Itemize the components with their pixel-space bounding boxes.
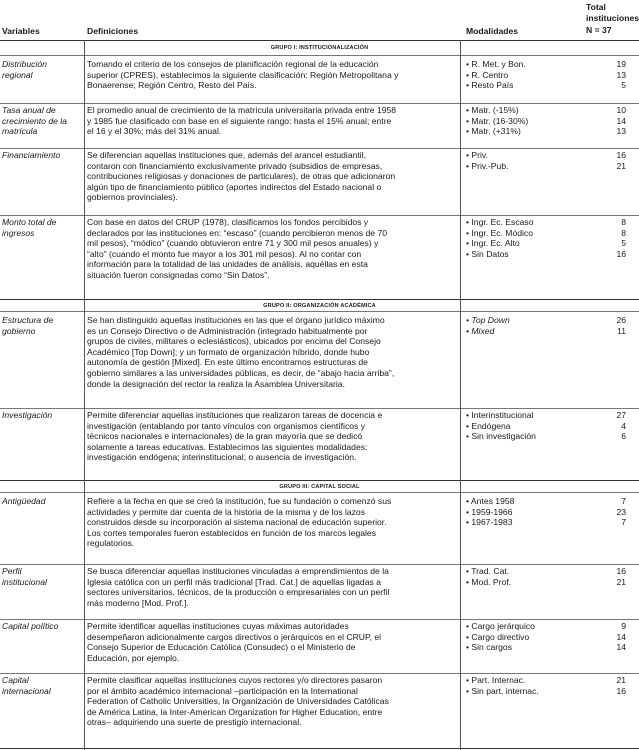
definition-line: “alto” (cuando el monto fue mayor a los 301 mil pesos). Al no contar con bbox=[87, 248, 362, 259]
definition bbox=[87, 217, 457, 281]
row-separator bbox=[0, 215, 639, 216]
definition-line: información para la totalidad de las unidades de análisis, aquéllas en esta bbox=[87, 259, 368, 270]
variable-line: Monto total de bbox=[2, 217, 57, 227]
definition-line: Se diferencian aquellas instituciones que, además del arancel estudiantil, bbox=[87, 150, 366, 160]
modalidad-label: • Matr. (-15%) bbox=[466, 105, 519, 115]
definition-line: El promedio anual de crecimiento de la matrícula universitaria privada entre 1958 bbox=[87, 105, 397, 115]
variable-line: Capital bbox=[2, 675, 29, 685]
modalidades-list bbox=[466, 217, 636, 259]
group-separator bbox=[0, 299, 639, 300]
row-separator bbox=[0, 619, 639, 620]
definition-line: Iglesia católica con un perfil más tradicional [Trad. Cat.] de aquellas ligadas a bbox=[87, 576, 381, 587]
modalidad-total: 7 bbox=[621, 517, 626, 528]
modalidad-label: • Sin Datos bbox=[466, 248, 509, 259]
definition-line: investigación endógena; interinstitucional; o ausencia de investigación. bbox=[87, 452, 357, 463]
definition bbox=[87, 410, 457, 463]
modalidad-label: • 1959-1966 bbox=[466, 506, 513, 517]
definition-line: Permite diferenciar aquellas instituciones que realizaron tareas de docencia e bbox=[87, 410, 383, 420]
modalidad-item bbox=[466, 621, 636, 632]
definition-line: investigación (entablando por tanto vínculos con organismos científicos y bbox=[87, 420, 366, 431]
definition-line: de América Latina, la Inter-American Organization for Higher Education, entre bbox=[87, 706, 383, 717]
modalidad-total: 23 bbox=[616, 506, 626, 517]
definition-line: otras– adquiriendo una suerte de prestigio internacional. bbox=[87, 717, 302, 728]
variable-line: Distribución bbox=[2, 59, 47, 69]
modalidad-label: • Mixed bbox=[466, 325, 495, 336]
modalidad-label: • Antes 1958 bbox=[466, 496, 515, 506]
header-total-line1: Total bbox=[586, 2, 606, 12]
modalidad-total: 4 bbox=[621, 420, 626, 431]
modalidad-item bbox=[466, 675, 636, 686]
definition-line: grupos de civiles, militares o eclesiásticos), ubicados por encima del Consejo bbox=[87, 336, 381, 347]
table-bottom-rule bbox=[0, 748, 639, 749]
group-title-rule bbox=[0, 492, 639, 493]
modalidad-total: 27 bbox=[616, 410, 626, 420]
definition-line: construidos desde su incorporación al sistema nacional de educación superior. bbox=[87, 517, 387, 528]
variable-line: Capital político bbox=[2, 621, 59, 631]
definition bbox=[87, 675, 457, 728]
column-divider bbox=[460, 40, 461, 750]
header-variables: Variables bbox=[2, 26, 40, 36]
modalidad-label: • R. Centro bbox=[466, 69, 509, 80]
group-title: GRUPO III: CAPITAL SOCIAL bbox=[279, 484, 360, 490]
modalidad-total: 7 bbox=[621, 496, 626, 506]
modalidades-list bbox=[466, 675, 636, 696]
modalidad-label: • Cargo jerárquico bbox=[466, 621, 535, 631]
modalidad-total: 5 bbox=[621, 238, 626, 249]
row-separator bbox=[0, 564, 639, 565]
definition-line: el 16 y el 30%; más del 31% anual. bbox=[87, 126, 222, 137]
definition-line: solamente a tareas educativas. Establecimos las siguientes modalidades: bbox=[87, 441, 368, 452]
variable-line: Estructura de bbox=[2, 315, 54, 325]
modalidad-label: • Interinstitucional bbox=[466, 410, 534, 420]
modalidades-list bbox=[466, 496, 636, 528]
modalidad-label: • Matr. (16-30%) bbox=[466, 115, 529, 126]
group-title-rule bbox=[0, 55, 639, 56]
group-title-rule bbox=[0, 311, 639, 312]
modalidad-total: 21 bbox=[616, 675, 626, 685]
modalidad-label: • Priv.-Pub. bbox=[466, 160, 509, 171]
variable-line: Tasa anual de bbox=[2, 105, 56, 115]
modalidad-total: 6 bbox=[621, 431, 626, 442]
definition bbox=[87, 496, 457, 549]
modalidades-list bbox=[466, 621, 636, 653]
definition-line: Los cortes temporales fueron establecidos en función de los marcos legales bbox=[87, 527, 377, 538]
variable-line: Financiamiento bbox=[2, 150, 61, 160]
definition-line: superior (CPRES), establecimos la siguiente clasificación: Región Metropolitana y bbox=[87, 69, 399, 80]
definition bbox=[87, 59, 457, 91]
definition-line: gobierno similares a las universidades públicas, es decir, de “abajo hacia arriba”, bbox=[87, 367, 395, 378]
modalidad-label: • Sin cargos bbox=[466, 642, 512, 653]
variable-name bbox=[2, 315, 84, 336]
modalidad-item bbox=[466, 517, 636, 528]
modalidad-label: • Part. Internac. bbox=[466, 675, 526, 685]
row-separator bbox=[0, 148, 639, 149]
definition bbox=[87, 621, 457, 663]
definition bbox=[87, 566, 457, 608]
column-divider bbox=[84, 40, 85, 750]
modalidad-item bbox=[466, 238, 636, 249]
definition-line: autonomía de gestión [Mixed]. En este último encontramos estructuras de bbox=[87, 357, 368, 368]
modalidad-total: 21 bbox=[616, 576, 626, 587]
variable-line: Antigüedad bbox=[2, 496, 46, 506]
modalidad-item bbox=[466, 228, 636, 239]
modalidad-total: 8 bbox=[621, 217, 626, 227]
header-modalidades: Modalidades bbox=[466, 26, 519, 36]
modalidad-label: • Sin investigación bbox=[466, 431, 536, 442]
definition-line: sectores universitarios, técnicos, de la producción o empresariales con un perfil bbox=[87, 587, 390, 598]
modalidades-list bbox=[466, 105, 636, 137]
modalidad-item bbox=[466, 632, 636, 643]
definition-line: contribuciones religiosas y donaciones de particulares), de otras que adicionaron bbox=[87, 171, 396, 182]
modalidad-item bbox=[466, 566, 636, 577]
modalidad-item bbox=[466, 410, 636, 421]
modalidad-item bbox=[466, 431, 636, 442]
modalidades-list bbox=[466, 315, 636, 336]
modalidad-item bbox=[466, 150, 636, 161]
modalidad-label: • Mod. Prof. bbox=[466, 576, 512, 587]
modalidad-item bbox=[466, 642, 636, 653]
variable-line: Investigación bbox=[2, 410, 53, 420]
modalidad-label: • Ingr. Ec. Escaso bbox=[466, 217, 534, 227]
modalidades-list bbox=[466, 59, 636, 91]
modalidad-item bbox=[466, 326, 636, 337]
modalidad-total: 10 bbox=[616, 105, 626, 115]
row-separator bbox=[0, 103, 639, 104]
group-title: GRUPO II: ORGANIZACIÓN ACADÉMICA bbox=[263, 303, 376, 309]
variable-name bbox=[2, 496, 84, 507]
definition-line: Federation of Catholic Universities, la Organización de Universidades Católicas bbox=[87, 696, 389, 707]
definition-line: técnicos nacionales e internacionales) de la gran mayoría que se dedicó bbox=[87, 431, 363, 442]
modalidad-label: • Sin part. internac. bbox=[466, 685, 539, 696]
definition-line: Académico [Top Down]; y un formato de organización híbrido, donde hubo bbox=[87, 346, 370, 357]
row-separator bbox=[0, 673, 639, 674]
modalidad-total: 14 bbox=[616, 631, 626, 642]
definition-line: Permite clasificar aquellas instituciones cuyos rectores y/o directores pasaron bbox=[87, 675, 383, 685]
variable-line: ingresos bbox=[2, 227, 35, 238]
variable-line: internacional bbox=[2, 685, 51, 696]
variable-name bbox=[2, 217, 84, 238]
group-separator bbox=[0, 480, 639, 481]
definition bbox=[87, 315, 457, 389]
modalidad-total: 14 bbox=[616, 115, 626, 126]
header-total-line2: instituciones bbox=[586, 13, 639, 23]
modalidad-label: • Endógena bbox=[466, 420, 511, 431]
variable-line: institucional bbox=[2, 576, 47, 587]
modalidad-item bbox=[466, 105, 636, 116]
modalidad-label: • Priv. bbox=[466, 150, 488, 160]
modalidad-label: • Resto País bbox=[466, 80, 514, 91]
header-definiciones: Definiciones bbox=[87, 26, 139, 36]
definition-line: Con base en datos del CRUP (1978), clasificamos los fondos percibidos y bbox=[87, 217, 369, 227]
modalidad-item bbox=[466, 507, 636, 518]
variable-name bbox=[2, 675, 84, 696]
modalidad-total: 14 bbox=[616, 642, 626, 653]
definition-line: Refiere a la fecha en que se creó la institución, fue su fundación o comenzó sus bbox=[87, 496, 392, 506]
modalidad-label: • Cargo directivo bbox=[466, 631, 530, 642]
variable-name bbox=[2, 566, 84, 587]
modalidad-item bbox=[466, 249, 636, 260]
definition-line: actividades y permite dar cuenta de la historia de la misma y de los lazos bbox=[87, 506, 366, 517]
variable-name bbox=[2, 150, 84, 161]
definition bbox=[87, 150, 457, 203]
modalidades-list bbox=[466, 410, 636, 442]
definition-line: algún tipo de financiamiento público (aportes indirectos del Estado nacional o bbox=[87, 181, 382, 192]
definition-line: Consejo Superior de Educación Católica (Consudec) o el Ministerio de bbox=[87, 642, 356, 653]
definition-line: mil pesos), “módico” (cuando obtuvieron entre 71 y 300 mil pesos anuales) y bbox=[87, 238, 379, 249]
modalidad-item bbox=[466, 161, 636, 172]
definition-line: donde la designación del rector la realiza la Asamblea Universitaria. bbox=[87, 378, 345, 389]
modalidad-item bbox=[466, 217, 636, 228]
definition-line: Bonaerense; Región Centro, Resto del País. bbox=[87, 80, 257, 91]
modalidad-total: 9 bbox=[621, 621, 626, 631]
variable-line: Perfil bbox=[2, 566, 22, 576]
modalidad-total: 16 bbox=[616, 685, 626, 696]
variable-name bbox=[2, 410, 84, 421]
definition-line: Se busca diferenciar aquellas instituciones vinculadas a emprendimientos de la bbox=[87, 566, 389, 576]
header-bottom-rule bbox=[0, 40, 639, 41]
modalidad-item bbox=[466, 126, 636, 137]
header-total-line3: N = 37 bbox=[586, 25, 612, 35]
variable-line: matrícula bbox=[2, 126, 38, 137]
variable-line: crecimiento de la bbox=[2, 115, 67, 126]
modalidad-label: • Top Down bbox=[466, 315, 510, 325]
modalidad-item bbox=[466, 577, 636, 588]
modalidad-total: 26 bbox=[616, 315, 626, 325]
definition-line: declarados por las instituciones en: “escaso” (cuando percibieron menos de 70 bbox=[87, 227, 387, 238]
modalidades-list bbox=[466, 150, 636, 171]
definition-line: situación fueron consignadas como “Sin Datos”. bbox=[87, 269, 270, 280]
modalidad-item bbox=[466, 421, 636, 432]
modalidad-label: • Matr. (+31%) bbox=[466, 126, 521, 137]
definition-line: contaron con financiamiento exclusivamente privado (subsidios de empresas, bbox=[87, 160, 383, 171]
modalidad-item bbox=[466, 315, 636, 326]
modalidad-item bbox=[466, 686, 636, 697]
modalidades-list bbox=[466, 566, 636, 587]
modalidad-item bbox=[466, 70, 636, 81]
definition-line: Permite identificar aquellas instituciones cuyas máximas autoridades bbox=[87, 621, 349, 631]
modalidad-label: • Ingr. Ec. Módico bbox=[466, 227, 534, 238]
modalidad-total: 16 bbox=[616, 248, 626, 259]
modalidad-label: • R. Met. y Bon. bbox=[466, 59, 526, 69]
definition bbox=[87, 105, 457, 137]
modalidad-total: 16 bbox=[616, 566, 626, 576]
variable-name bbox=[2, 59, 84, 80]
modalidad-total: 13 bbox=[616, 126, 626, 137]
definition-line: es un Consejo Directivo o de Administración (integrado habitualmente por bbox=[87, 325, 368, 336]
modalidad-item bbox=[466, 116, 636, 127]
variable-name bbox=[2, 621, 84, 632]
modalidad-total: 13 bbox=[616, 69, 626, 80]
group-title: GRUPO I: INSTITUCIONALIZACIÓN bbox=[270, 45, 369, 51]
definition-line: Tomando el criterio de los consejos de planificación regional de la educación bbox=[87, 59, 379, 69]
modalidad-total: 8 bbox=[621, 227, 626, 238]
definition-line: Educación, por ejemplo. bbox=[87, 652, 180, 663]
modalidad-item bbox=[466, 496, 636, 507]
modalidad-total: 19 bbox=[616, 59, 626, 69]
definition-line: por el ámbito académico internacional –participación en la International bbox=[87, 685, 358, 696]
definition-line: desempeñaron adicionalmente cargos directivos o jerárquicos en el CRUP, el bbox=[87, 631, 382, 642]
modalidad-total: 11 bbox=[617, 325, 626, 336]
modalidad-label: • Trad. Cat. bbox=[466, 566, 510, 576]
definition-line: Se han distinguido aquellas instituciones en las que el órgano jurídico máximo bbox=[87, 315, 385, 325]
variable-line: regional bbox=[2, 69, 33, 80]
row-separator bbox=[0, 408, 639, 409]
definition-line: y 1985 fue clasificado con base en el siguiente rango: hasta el 15% anual; entre bbox=[87, 115, 392, 126]
definition-line: regulatorios. bbox=[87, 538, 135, 549]
definition-line: más moderno [Mod. Prof.]. bbox=[87, 597, 189, 608]
modalidad-total: 16 bbox=[616, 150, 626, 160]
modalidad-item bbox=[466, 59, 636, 70]
variable-name bbox=[2, 105, 84, 137]
modalidad-total: 21 bbox=[616, 160, 626, 171]
modalidad-label: • 1967-1983 bbox=[466, 517, 513, 528]
modalidad-item bbox=[466, 80, 636, 91]
definition-line: gobiernos provinciales). bbox=[87, 192, 178, 203]
variable-line: gobierno bbox=[2, 325, 36, 336]
modalidad-label: • Ingr. Ec. Alto bbox=[466, 238, 520, 249]
modalidad-total: 5 bbox=[621, 80, 626, 91]
